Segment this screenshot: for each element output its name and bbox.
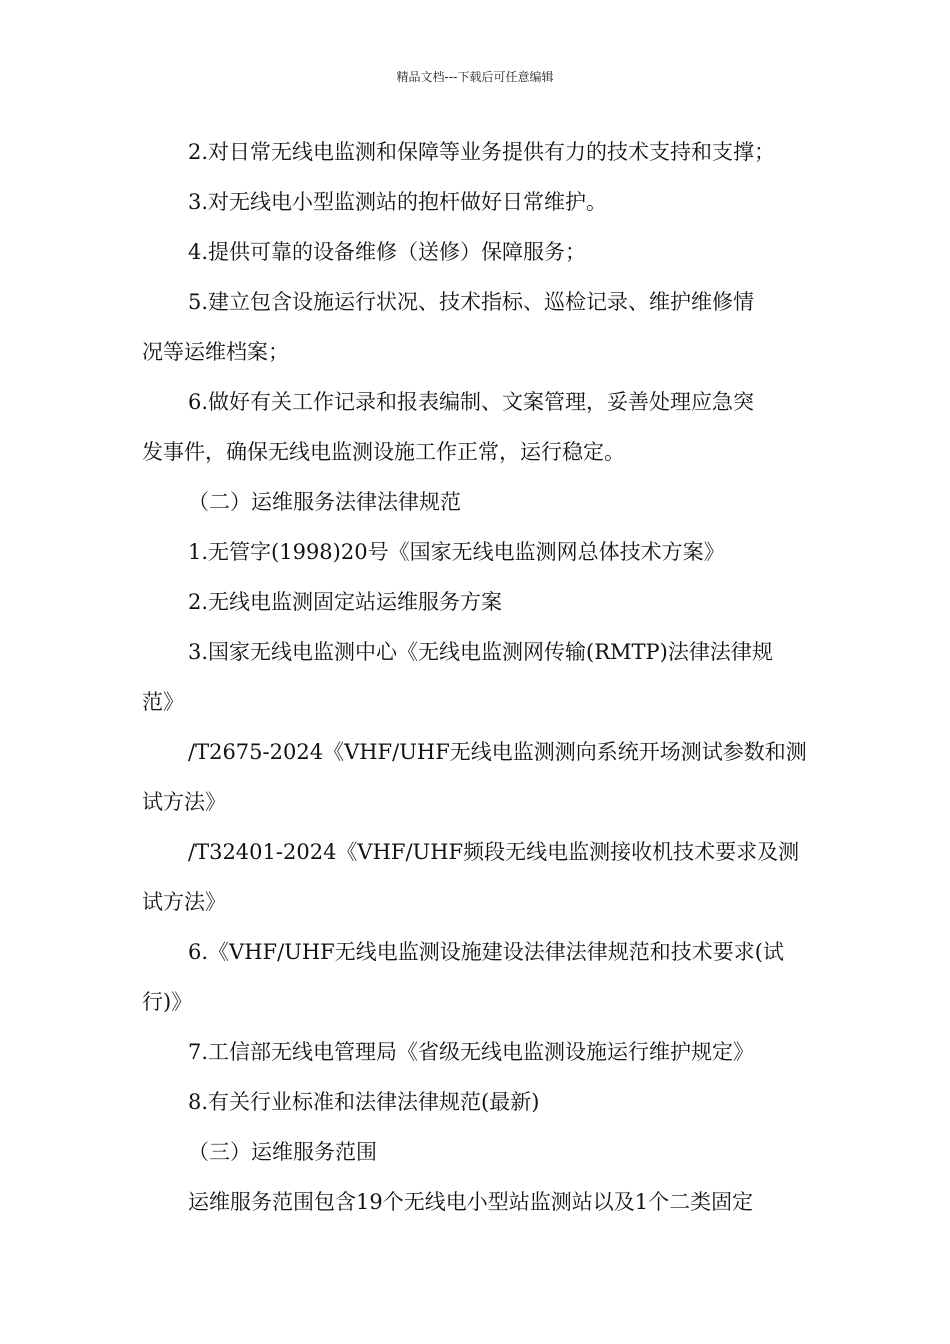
text-line: 3.对无线电小型监测站的抱杆做好日常维护。	[188, 190, 608, 214]
text-line: 8.有关行业标准和法律法律规范(最新)	[188, 1090, 540, 1114]
text-line: 6.《VHF/UHF无线电监测设施建设法律法律规范和技术要求(试	[188, 940, 784, 964]
section-heading: （三）运维服务范围	[188, 1140, 377, 1164]
text-line: 发事件，确保无线电监测设施工作正常，运行稳定。	[142, 440, 625, 464]
text-line: 试方法》	[142, 890, 226, 914]
text-line: 范》	[142, 690, 184, 714]
text-line: 6.做好有关工作记录和报表编制、文案管理，妥善处理应急突	[188, 390, 755, 414]
text-line: 4.提供可靠的设备维修（送修）保障服务；	[188, 240, 587, 264]
text-line: 况等运维档案；	[142, 340, 289, 364]
text-line: 运维服务范围包含19个无线电小型站监测站以及1个二类固定	[188, 1190, 754, 1214]
section-heading: （二）运维服务法律法律规范	[188, 490, 461, 514]
text-line: 5.建立包含设施运行状况、技术指标、巡检记录、维护维修情	[188, 290, 755, 314]
text-line: 7.工信部无线电管理局《省级无线电监测设施运行维护规定》	[188, 1040, 755, 1064]
text-line: 试方法》	[142, 790, 226, 814]
text-line: 行)》	[142, 990, 193, 1014]
page-header: 精品文档---下载后可任意编辑	[396, 70, 554, 84]
text-line: /T32401-2024《VHF/UHF频段无线电监测接收机技术要求及测	[188, 840, 800, 864]
text-line: 1.无管字(1998)20号《国家无线电监测网总体技术方案》	[188, 540, 725, 564]
text-line: 3.国家无线电监测中心《无线电监测网传输(RMTP)法律法律规	[188, 640, 773, 664]
text-line: 2.无线电监测固定站运维服务方案	[188, 590, 503, 614]
text-line: /T2675-2024《VHF/UHF无线电监测测向系统开场测试参数和测	[188, 740, 807, 764]
text-line: 2.对日常无线电监测和保障等业务提供有力的技术支持和支撑；	[188, 140, 776, 164]
